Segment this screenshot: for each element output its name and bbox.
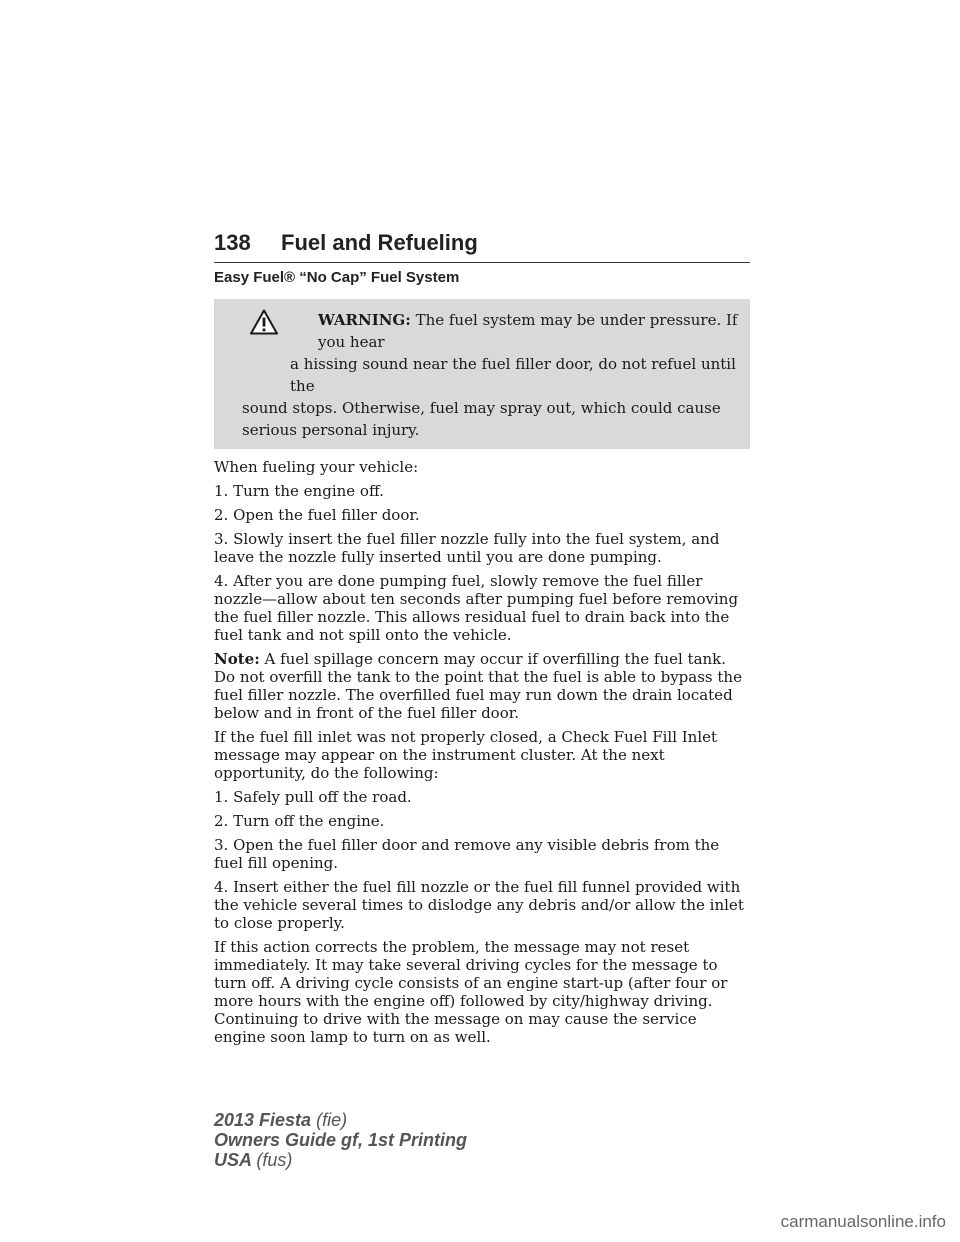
footer-market-code: (fus) bbox=[256, 1150, 293, 1170]
inlet-step: 3. Open the fuel filler door and remove any visible debris from the fuel fill opening. bbox=[214, 836, 720, 872]
site-watermark: carmanualsonline.info bbox=[780, 1212, 946, 1231]
inlet-step: 1. Safely pull off the road. bbox=[214, 788, 412, 806]
fueling-step: 2. Open the fuel filler door. bbox=[214, 506, 420, 524]
warning-label: WARNING: bbox=[318, 311, 411, 329]
page-header bbox=[214, 230, 750, 263]
manual-page bbox=[214, 230, 750, 1046]
footer-line-3 bbox=[214, 1150, 467, 1170]
inlet-intro: If the fuel fill inlet was not properly closed, a Check Fuel Fill Inlet message may appear on the instrument cluster. At the next opportunity, do the following: bbox=[214, 728, 718, 782]
note-text: A fuel spillage concern may occur if overfilling the fuel tank. Do not overfill the tank to the point that the fuel is able to bypass the fuel filler nozzle. The overfilled fuel may run down the drain located below and in front of the fuel filler door. bbox=[214, 650, 742, 722]
section-title: Easy Fuel® “No Cap” Fuel System bbox=[214, 269, 460, 286]
fueling-intro: When fueling your vehicle: bbox=[214, 458, 419, 476]
fueling-step: 3. Slowly insert the fuel filler nozzle fully into the fuel system, and leave the nozzle fully inserted until you are done pumping. bbox=[214, 530, 720, 566]
inlet-step: 2. Turn off the engine. bbox=[214, 812, 385, 830]
warning-box bbox=[214, 299, 750, 449]
warning-text-line1: The fuel system may be under pressure. If you hear bbox=[318, 311, 738, 351]
page-number: 138 bbox=[214, 230, 251, 255]
footer-market: USA bbox=[214, 1150, 252, 1170]
footer-model-code: (fie) bbox=[316, 1110, 348, 1130]
footer-line-1 bbox=[214, 1110, 467, 1130]
fueling-step: 4. After you are done pumping fuel, slowly remove the fuel filler nozzle—allow about ten seconds after pumping fuel before removing the fuel filler nozzle. This allows residual fuel to drain back into the fuel tank and not spill onto the vehicle. bbox=[214, 572, 739, 644]
warning-triangle-icon bbox=[250, 309, 278, 335]
print-footer bbox=[214, 1110, 467, 1170]
footer-line-2: Owners Guide gf, 1st Printing bbox=[214, 1130, 468, 1150]
warning-text-rest: sound stops. Otherwise, fuel may spray out, which could cause serious personal injury. bbox=[242, 399, 721, 439]
footer-model: 2013 Fiesta bbox=[214, 1110, 312, 1130]
closing-paragraph: If this action corrects the problem, the message may not reset immediately. It may take several driving cycles for the message to turn off. A driving cycle consists of an engine start-up (after four or more hours with the engine off) followed by city/highway driving. Continuing to drive with the message on may cause the service engine soon lamp to turn on as well. bbox=[214, 938, 728, 1046]
fueling-step: 1. Turn the engine off. bbox=[214, 482, 384, 500]
inlet-step: 4. Insert either the fuel fill nozzle or the fuel fill funnel provided with the vehicle several times to dislodge any debris and/or allow the inlet to close properly. bbox=[214, 878, 744, 932]
note-paragraph bbox=[214, 650, 750, 722]
note-label: Note: bbox=[214, 650, 260, 668]
warning-first-line bbox=[242, 309, 742, 353]
warning-text-line2: a hissing sound near the fuel filler door, do not refuel until the bbox=[290, 355, 736, 395]
chapter-title: Fuel and Refueling bbox=[281, 230, 478, 255]
